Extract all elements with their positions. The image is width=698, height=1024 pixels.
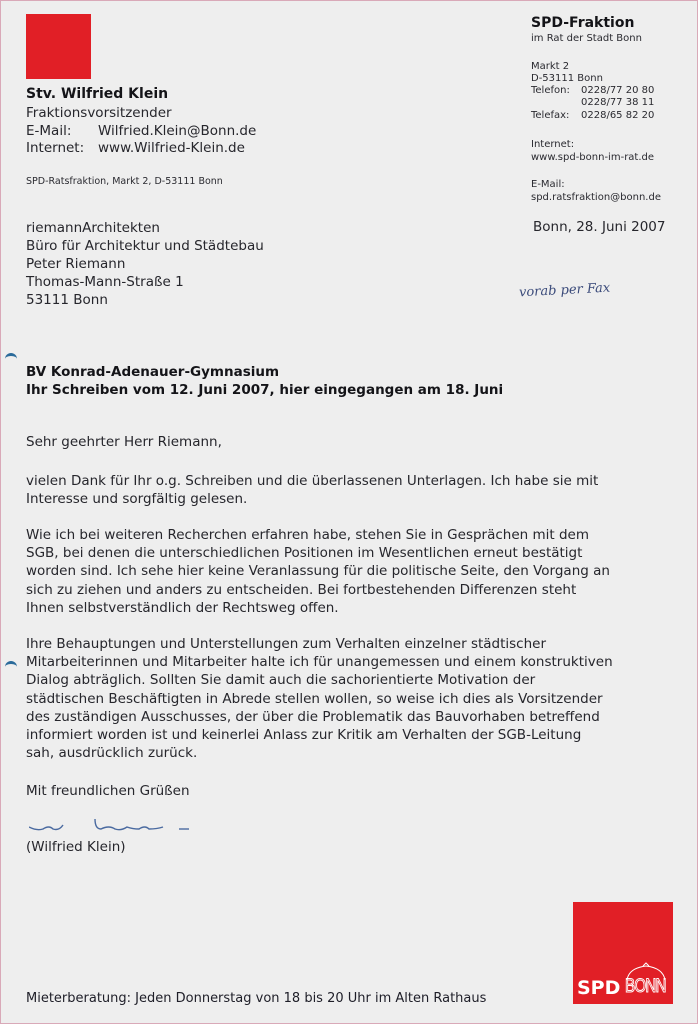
body-paragraph-2: [26, 526, 676, 617]
body-paragraph-1: [26, 472, 676, 508]
fax-label: Telefax:: [531, 110, 570, 121]
recipient-line: riemannArchitekten: [26, 220, 160, 236]
organization-internet-link[interactable]: www.spd-bonn-im-rat.de: [531, 152, 655, 163]
organization-internet-label: Internet:: [531, 139, 575, 150]
paragraph-line: sah, ausdrücklich zurück.: [26, 745, 198, 762]
scan-punch-mark: [5, 661, 17, 672]
paragraph-line: Mitarbeiterinnen und Mitarbeiter halte ich für unangemessen und einem konstruktiven: [26, 654, 613, 671]
organization-email-label: E-Mail:: [531, 179, 565, 190]
organization-fax-row: [531, 110, 654, 122]
sender-name: Stv. Wilfried Klein: [26, 86, 169, 102]
return-address: SPD-Ratsfraktion, Markt 2, D-53111 Bonn: [26, 176, 223, 187]
logo-spd-text: SPD: [577, 977, 621, 999]
handwritten-signature: [29, 815, 229, 839]
paragraph-line: des zuständigen Ausschusses, der über die Problematik das Bauvorhaben betreffend: [26, 708, 600, 725]
organization-title: SPD-Fraktion: [531, 15, 635, 31]
spd-bonn-logo: [573, 902, 673, 1004]
sender-role: Fraktionsvorsitzender: [26, 105, 172, 121]
sender-internet-row: [26, 140, 245, 156]
organization-email-link[interactable]: spd.ratsfraktion@bonn.de: [531, 192, 661, 203]
sender-internet-label: Internet:: [26, 140, 85, 156]
paragraph-line: Wie ich bei weiteren Recherchen erfahren habe, stehen Sie in Gesprächen mit dem: [26, 527, 590, 543]
salutation-text: Sehr geehrter Herr Riemann,: [26, 434, 222, 450]
closing-text: Mit freundlichen Grüßen: [26, 783, 190, 799]
signer-name: (Wilfried Klein): [26, 839, 126, 855]
paragraph-line: Dialog abträglich. Sollten Sie damit auch die sachorientierte Motivation der: [26, 672, 536, 689]
phone-label: Telefon:: [531, 85, 570, 96]
recipient-line: 53111 Bonn: [26, 292, 108, 308]
paragraph-line: informiert worden ist und keinerlei Anlass zur Kritik am Verhalten der SGB-Leitung: [26, 727, 582, 744]
logo-bonn-text: BONN: [625, 976, 666, 997]
subject-line-2: Ihr Schreiben vom 12. Juni 2007, hier eingegangen am 18. Juni: [26, 382, 504, 398]
recipient-line: Büro für Architektur und Städtebau: [26, 238, 264, 254]
spd-red-square-logo: [26, 14, 91, 79]
organization-phone-row: [531, 85, 654, 97]
salutation: [26, 433, 676, 451]
scan-punch-mark: [5, 353, 17, 364]
closing: [26, 782, 676, 800]
organization-street: Markt 2: [531, 61, 570, 72]
organization-phone-row-2: [531, 97, 654, 109]
paragraph-line: vielen Dank für Ihr o.g. Schreiben und die überlassenen Unterlagen. Ich habe sie mit: [26, 473, 599, 489]
fax-number: 0228/65 82 20: [581, 110, 655, 121]
phone-number-2: 0228/77 38 11: [581, 97, 655, 108]
subject-line-1: BV Konrad-Adenauer-Gymnasium: [26, 364, 280, 380]
sender-email-row: [26, 123, 256, 139]
phone-number-1: 0228/77 20 80: [581, 85, 655, 96]
paragraph-line: Ihnen selbstverständlich der Rechtsweg offen.: [26, 599, 339, 616]
sender-email-link[interactable]: Wilfried.Klein@Bonn.de: [98, 123, 257, 139]
sender-internet-link[interactable]: www.Wilfried-Klein.de: [98, 140, 245, 156]
handwritten-note: vorab per Fax: [518, 280, 611, 301]
recipient-line: Thomas-Mann-Straße 1: [26, 274, 184, 290]
recipient-line: Peter Riemann: [26, 256, 126, 272]
paragraph-line: worden sind. Ich sehe hier keine Veranlassung für die politische Seite, den Vorgang an: [26, 563, 610, 580]
paragraph-line: Interesse und sorgfältig gelesen.: [26, 491, 248, 508]
letter-date: Bonn, 28. Juni 2007: [533, 219, 666, 235]
body-paragraph-3: [26, 635, 676, 762]
paragraph-line: Ihre Behauptungen und Unterstellungen zum Verhalten einzelner städtischer: [26, 636, 547, 652]
organization-subtitle: im Rat der Stadt Bonn: [531, 33, 642, 44]
paragraph-line: sich zu ziehen und anders zu entscheiden. Bei fortbestehenden Differenzen steht: [26, 581, 577, 598]
paragraph-line: SGB, bei denen die unterschiedlichen Positionen im Wesentlichen erneut bestätigt: [26, 545, 583, 562]
footer-note: Mieterberatung: Jeden Donnerstag von 18 bis 20 Uhr im Alten Rathaus: [26, 991, 487, 1006]
paragraph-line: städtischen Beschäftigten in Abrede stellen wollen, so weise ich dies als Vorsitzender: [26, 690, 603, 707]
organization-city: D-53111 Bonn: [531, 73, 603, 84]
sender-email-label: E-Mail:: [26, 123, 72, 139]
